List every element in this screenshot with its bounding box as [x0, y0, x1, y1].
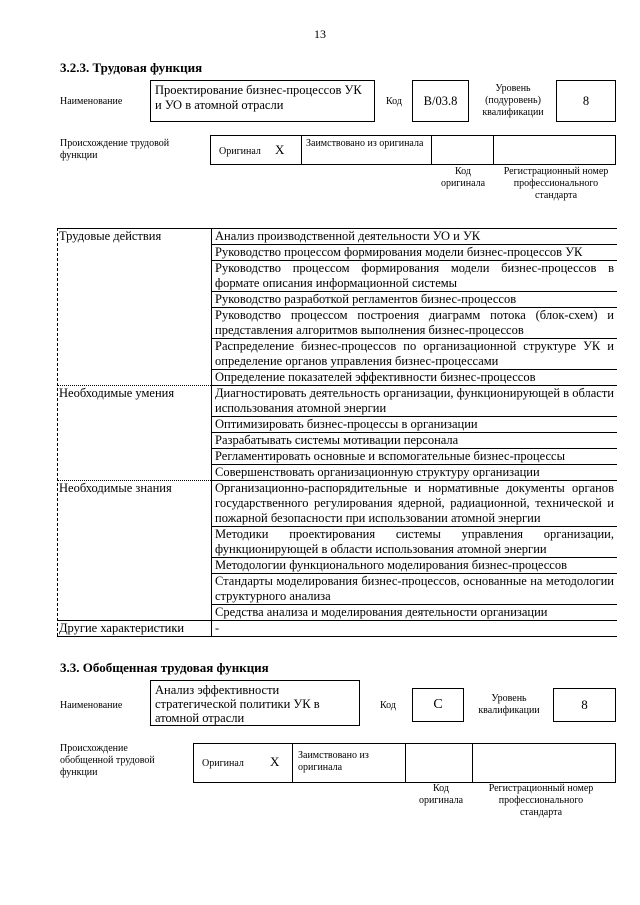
original-label-2: Оригинал: [202, 758, 244, 769]
knowledge-item: Стандарты моделирования бизнес-процессов, основанные на методологии структурного анализа: [212, 574, 618, 605]
original-label: Оригинал: [219, 146, 261, 157]
level-box-2: [553, 688, 616, 722]
function-details-table: [57, 228, 617, 637]
origin-row: [210, 135, 616, 165]
borrowed-label-2: Заимствовано из оригинала: [298, 750, 369, 773]
section-heading-2: 3.3. Обобщенная трудовая функция: [60, 660, 269, 675]
code-label: Код: [386, 96, 402, 107]
level-box: [556, 80, 616, 122]
labor-action-category: Трудовые действия: [57, 229, 212, 386]
labor-action: Руководство процессом формирования модели бизнес-процессов в формате описания информационной системы: [212, 261, 618, 292]
origin-row-2: [193, 743, 616, 783]
skill: Совершенствовать организационную структуру организации: [212, 465, 618, 481]
skill: Регламентировать основные и вспомогательные бизнес-процессы: [212, 449, 618, 465]
level-label-2: Уровень квалификации: [478, 693, 540, 716]
knowledge-item-category: Необходимые знания: [57, 481, 212, 621]
other-characteristics-value: -: [212, 621, 618, 637]
original-mark-2: X: [270, 754, 280, 769]
labor-action: Руководство разработкой регламентов бизнес-процессов: [212, 292, 618, 308]
labor-action: Руководство процессом формирования модели бизнес-процессов УК: [212, 245, 618, 261]
code-box: [412, 80, 469, 122]
level-value: 8: [582, 94, 590, 108]
left-dashed-border: [57, 228, 58, 636]
section-heading: 3.2.3. Трудовая функция: [60, 60, 203, 75]
reg-number-caption: Регистрационный номер профессионального стандарта: [503, 166, 609, 201]
reg-number-caption-2: Регистрационный номер профессионального стандарта: [488, 783, 594, 818]
code-value: B/03.8: [423, 94, 458, 108]
knowledge-item: Организационно-распорядительные и нормативные документы органов государственного регулирования ядерной, радиационной, технической и пожарной безопасности при использовании атомной энергии: [212, 481, 618, 527]
knowledge-item: Методологии функционального моделирования бизнес-процессов: [212, 558, 618, 574]
gen-function-name-value: Анализ эффективности стратегической политики УК в атомной отрасли: [155, 683, 320, 725]
function-name-box: [150, 80, 375, 122]
gen-function-name-box: [150, 680, 360, 726]
labor-action: Распределение бизнес-процессов по организационной структуре УК и определение органов управления бизнес-процессами: [212, 339, 618, 370]
labor-action: Анализ производственной деятельности УО и УК: [212, 229, 618, 245]
code-box-2: [412, 688, 464, 722]
origin-label: Происхождение трудовой функции: [60, 138, 170, 161]
level-label: Уровень (подуровень) квалификации: [482, 83, 544, 118]
code-original-caption: Код оригинала: [440, 166, 486, 189]
knowledge-item: Средства анализа и моделирования деятельности организации: [212, 605, 618, 621]
labor-action: Определение показателей эффективности бизнес-процессов: [212, 370, 618, 386]
function-name-value: Проектирование бизнес-процессов УК и УО в атомной отрасли: [155, 83, 362, 112]
code-label-2: Код: [380, 700, 396, 711]
original-mark: X: [275, 142, 285, 157]
origin-label-2: Происхождение обобщенной трудовой функции: [60, 743, 155, 778]
knowledge-item: Методики проектирования системы управления организации, функционирующей в области использования атомной энергии: [212, 527, 618, 558]
skill-category: Необходимые умения: [57, 386, 212, 481]
page-number: 13: [314, 27, 326, 41]
name-label: Наименование: [60, 96, 123, 107]
level-value-2: 8: [581, 697, 588, 712]
skill: Оптимизировать бизнес-процессы в организации: [212, 417, 618, 433]
borrowed-label: Заимствовано из оригинала: [306, 138, 424, 149]
skill: Разрабатывать системы мотивации персонала: [212, 433, 618, 449]
skill: Диагностировать деятельность организации, функционирующей в области использования атомной энергии: [212, 386, 618, 417]
code-value-2: C: [433, 697, 443, 712]
other-characteristics-label: Другие характеристики: [57, 621, 212, 637]
labor-action: Руководство процессом построения диаграмм потока (блок-схем) и представления алгоритмов выполнения бизнес-процессов: [212, 308, 618, 339]
code-original-caption-2: Код оригинала: [418, 783, 464, 806]
name-label-2: Наименование: [60, 700, 123, 711]
